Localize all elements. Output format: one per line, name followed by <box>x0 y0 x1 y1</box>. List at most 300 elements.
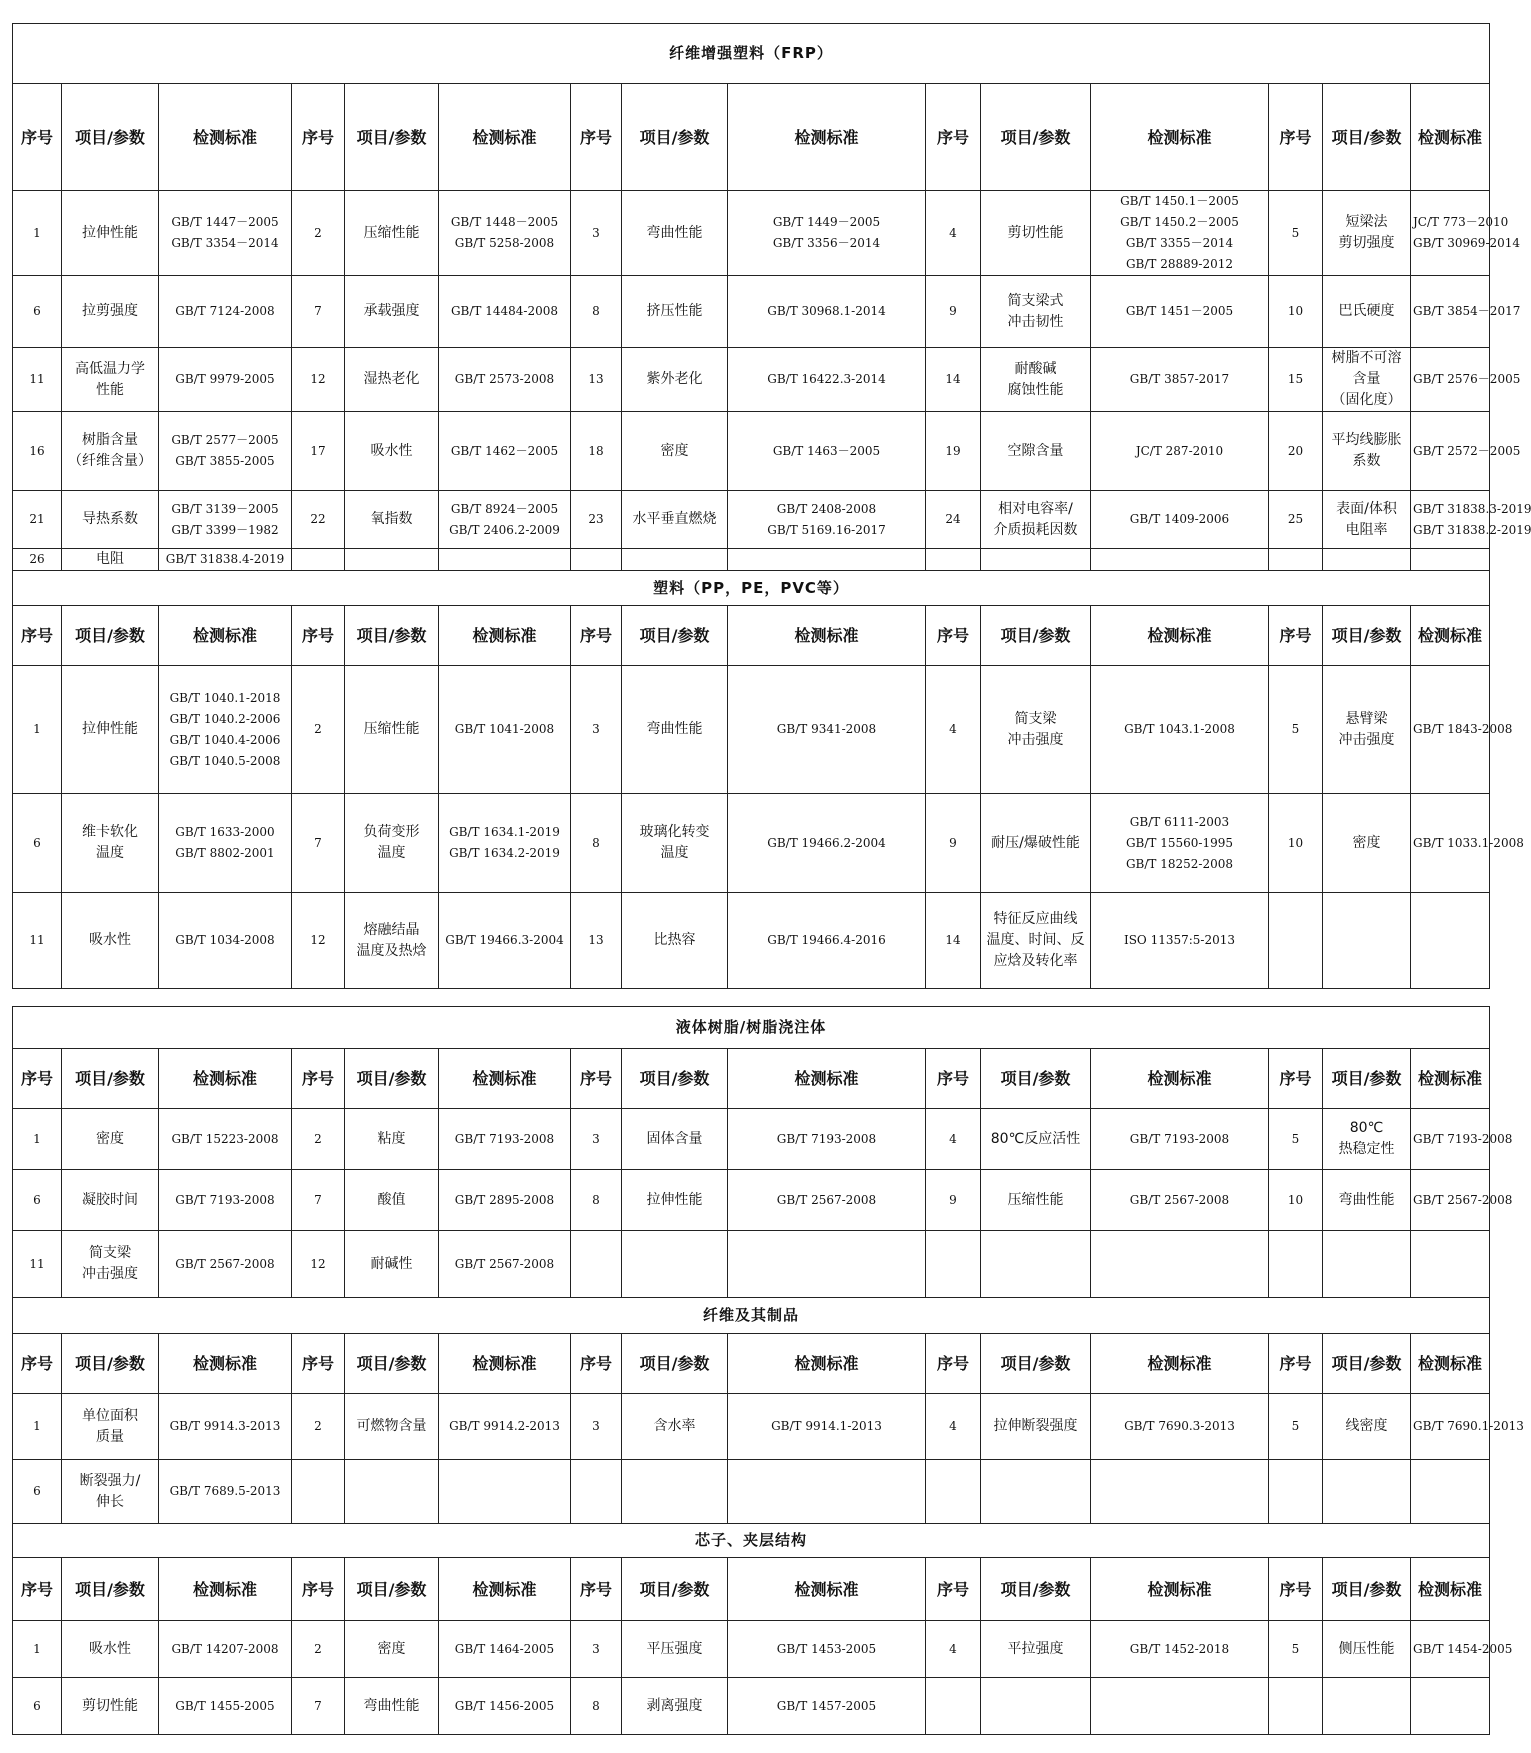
header-item: 项目/参数 <box>1323 1334 1411 1394</box>
test-standard <box>728 1460 926 1524</box>
test-standard: GB/T 1041-2008 <box>439 666 571 794</box>
test-item: 熔融结晶 温度及热焓 <box>345 893 439 989</box>
test-item: 维卡软化 温度 <box>62 794 159 893</box>
header-seq: 序号 <box>292 1049 345 1109</box>
header-seq: 序号 <box>571 1334 622 1394</box>
seq-number: 13 <box>571 348 622 412</box>
test-item: 耐碱性 <box>345 1231 439 1298</box>
seq-number: 14 <box>926 348 981 412</box>
test-standard: GB/T 3857-2017 <box>1091 348 1269 412</box>
test-item: 紫外老化 <box>622 348 728 412</box>
test-item <box>345 549 439 571</box>
header-seq: 序号 <box>1269 606 1323 666</box>
test-item: 耐压/爆破性能 <box>981 794 1091 893</box>
test-standard: GB/T 31838.4-2019 <box>159 549 292 571</box>
seq-number: 6 <box>13 794 62 893</box>
seq-number: 1 <box>13 1109 62 1170</box>
seq-number: 1 <box>13 1621 62 1678</box>
test-standard: GB/T 2895-2008 <box>439 1170 571 1231</box>
seq-number: 7 <box>292 1170 345 1231</box>
test-item: 氧指数 <box>345 491 439 549</box>
section-title: 液体树脂/树脂浇注体 <box>13 1007 1490 1049</box>
header-seq: 序号 <box>926 1049 981 1109</box>
test-item <box>981 549 1091 571</box>
test-standard: GB/T 7690.1-2013 <box>1411 1394 1490 1460</box>
seq-number <box>926 1231 981 1298</box>
header-item: 项目/参数 <box>345 84 439 191</box>
test-item: 可燃物含量 <box>345 1394 439 1460</box>
test-standard: GB/T 1450.1－2005 GB/T 1450.2－2005 GB/T 3355－2014 GB/T 28889-2012 <box>1091 191 1269 276</box>
header-seq: 序号 <box>13 606 62 666</box>
test-standard: GB/T 6111-2003 GB/T 15560-1995 GB/T 18252-2008 <box>1091 794 1269 893</box>
seq-number <box>292 549 345 571</box>
table-row <box>13 1621 1490 1678</box>
header-seq: 序号 <box>292 84 345 191</box>
seq-number <box>1269 549 1323 571</box>
seq-number: 10 <box>1269 1170 1323 1231</box>
seq-number: 10 <box>1269 276 1323 348</box>
seq-number: 8 <box>571 1678 622 1735</box>
test-standard: GB/T 2567-2008 <box>159 1231 292 1298</box>
seq-number: 13 <box>571 893 622 989</box>
test-item: 比热容 <box>622 893 728 989</box>
test-item: 承载强度 <box>345 276 439 348</box>
test-standard: GB/T 2567-2008 <box>439 1231 571 1298</box>
seq-number: 1 <box>13 666 62 794</box>
header-standard: 检测标准 <box>1411 1334 1490 1394</box>
seq-number: 12 <box>292 893 345 989</box>
test-standard: GB/T 1033.1-2008 <box>1411 794 1490 893</box>
test-standard: GB/T 1455-2005 <box>159 1678 292 1735</box>
test-item: 相对电容率/ 介质损耗因数 <box>981 491 1091 549</box>
header-standard: 检测标准 <box>159 1558 292 1621</box>
header-standard: 检测标准 <box>159 1334 292 1394</box>
header-item: 项目/参数 <box>622 1049 728 1109</box>
test-standard: GB/T 8924－2005 GB/T 2406.2-2009 <box>439 491 571 549</box>
section-title-row <box>13 1298 1490 1334</box>
test-standard <box>1091 549 1269 571</box>
seq-number: 3 <box>571 1621 622 1678</box>
header-standard: 检测标准 <box>728 606 926 666</box>
header-standard: 检测标准 <box>728 1558 926 1621</box>
test-standard: GB/T 1454-2005 <box>1411 1621 1490 1678</box>
test-item: 粘度 <box>345 1109 439 1170</box>
seq-number: 3 <box>571 1394 622 1460</box>
header-seq: 序号 <box>571 606 622 666</box>
section-title-row <box>13 1524 1490 1558</box>
header-standard: 检测标准 <box>1411 84 1490 191</box>
test-standard: GB/T 2576－2005 <box>1411 348 1490 412</box>
test-item: 线密度 <box>1323 1394 1411 1460</box>
header-item: 项目/参数 <box>981 1334 1091 1394</box>
test-standard: GB/T 7193-2008 <box>159 1170 292 1231</box>
test-item: 弯曲性能 <box>622 666 728 794</box>
section-title: 纤维及其制品 <box>13 1298 1490 1334</box>
seq-number: 5 <box>1269 666 1323 794</box>
test-item: 拉剪强度 <box>62 276 159 348</box>
header-standard: 检测标准 <box>439 1049 571 1109</box>
header-item: 项目/参数 <box>622 1334 728 1394</box>
seq-number: 19 <box>926 412 981 491</box>
seq-number: 2 <box>292 1621 345 1678</box>
test-standard: GB/T 7193-2008 <box>1411 1109 1490 1170</box>
test-item: 简支梁 冲击强度 <box>981 666 1091 794</box>
seq-number <box>926 549 981 571</box>
section-title: 芯子、夹层结构 <box>13 1524 1490 1558</box>
test-item: 含水率 <box>622 1394 728 1460</box>
test-standard: GB/T 1034-2008 <box>159 893 292 989</box>
test-standard <box>439 1460 571 1524</box>
test-item <box>622 1460 728 1524</box>
table-row <box>13 191 1490 276</box>
test-item: 压缩性能 <box>345 666 439 794</box>
header-item: 项目/参数 <box>1323 1558 1411 1621</box>
seq-number: 8 <box>571 1170 622 1231</box>
header-seq: 序号 <box>926 1558 981 1621</box>
test-item: 耐酸碱 腐蚀性能 <box>981 348 1091 412</box>
test-item <box>1323 1678 1411 1735</box>
test-item <box>1323 1231 1411 1298</box>
table-row <box>13 794 1490 893</box>
column-header-row <box>13 1334 1490 1394</box>
test-standard: GB/T 9914.2-2013 <box>439 1394 571 1460</box>
test-item: 压缩性能 <box>345 191 439 276</box>
test-standard: GB/T 1453-2005 <box>728 1621 926 1678</box>
test-item: 巴氏硬度 <box>1323 276 1411 348</box>
table-row <box>13 491 1490 549</box>
header-seq: 序号 <box>1269 1049 1323 1109</box>
test-standard: GB/T 7193-2008 <box>1091 1109 1269 1170</box>
test-standard <box>1411 549 1490 571</box>
test-standard: GB/T 7193-2008 <box>728 1109 926 1170</box>
test-standard <box>1091 1231 1269 1298</box>
test-item: 密度 <box>622 412 728 491</box>
header-seq: 序号 <box>571 1558 622 1621</box>
test-item <box>981 1678 1091 1735</box>
header-standard: 检测标准 <box>1091 1049 1269 1109</box>
test-item: 剪切性能 <box>62 1678 159 1735</box>
test-item: 悬臂梁 冲击强度 <box>1323 666 1411 794</box>
test-item: 吸水性 <box>62 893 159 989</box>
test-item: 湿热老化 <box>345 348 439 412</box>
header-seq: 序号 <box>1269 1558 1323 1621</box>
test-item: 80℃ 热稳定性 <box>1323 1109 1411 1170</box>
test-item: 拉伸性能 <box>62 666 159 794</box>
header-standard: 检测标准 <box>159 606 292 666</box>
test-standard: JC/T 773－2010 GB/T 30969-2014 <box>1411 191 1490 276</box>
test-standard: GB/T 7690.3-2013 <box>1091 1394 1269 1460</box>
seq-number: 9 <box>926 794 981 893</box>
test-item: 导热系数 <box>62 491 159 549</box>
test-standard: GB/T 2567-2008 <box>1091 1170 1269 1231</box>
header-item: 项目/参数 <box>62 606 159 666</box>
seq-number <box>571 1460 622 1524</box>
test-item: 酸值 <box>345 1170 439 1231</box>
test-standard <box>1411 893 1490 989</box>
test-standard <box>439 549 571 571</box>
header-item: 项目/参数 <box>62 1558 159 1621</box>
section-fibers <box>13 1298 1524 1524</box>
seq-number: 7 <box>292 794 345 893</box>
test-item: 树脂不可溶 含量 （固化度） <box>1323 348 1411 412</box>
test-standard: GB/T 2573-2008 <box>439 348 571 412</box>
seq-number: 7 <box>292 1678 345 1735</box>
test-item: 高低温力学 性能 <box>62 348 159 412</box>
header-item: 项目/参数 <box>622 84 728 191</box>
header-seq: 序号 <box>1269 1334 1323 1394</box>
header-seq: 序号 <box>926 1334 981 1394</box>
test-item: 密度 <box>62 1109 159 1170</box>
seq-number: 4 <box>926 191 981 276</box>
test-item: 树脂含量 （纤维含量） <box>62 412 159 491</box>
header-standard: 检测标准 <box>1091 1334 1269 1394</box>
test-standard: GB/T 19466.4-2016 <box>728 893 926 989</box>
test-item: 玻璃化转变 温度 <box>622 794 728 893</box>
header-standard: 检测标准 <box>1411 1049 1490 1109</box>
column-header-row <box>13 1049 1490 1109</box>
seq-number <box>926 1460 981 1524</box>
test-item: 剪切性能 <box>981 191 1091 276</box>
test-standard: GB/T 1409-2006 <box>1091 491 1269 549</box>
test-standard: GB/T 2567-2008 <box>1411 1170 1490 1231</box>
seq-number: 12 <box>292 1231 345 1298</box>
seq-number: 8 <box>571 794 622 893</box>
header-seq: 序号 <box>926 84 981 191</box>
test-item: 吸水性 <box>62 1621 159 1678</box>
test-standard: GB/T 1457-2005 <box>728 1678 926 1735</box>
test-standard: GB/T 9914.1-2013 <box>728 1394 926 1460</box>
test-standard: GB/T 14484-2008 <box>439 276 571 348</box>
header-seq: 序号 <box>292 1334 345 1394</box>
test-item: 弯曲性能 <box>1323 1170 1411 1231</box>
test-item: 简支梁 冲击强度 <box>62 1231 159 1298</box>
test-standard <box>1091 1678 1269 1735</box>
seq-number: 6 <box>13 276 62 348</box>
header-standard: 检测标准 <box>439 1334 571 1394</box>
seq-number: 6 <box>13 1170 62 1231</box>
header-item: 项目/参数 <box>981 606 1091 666</box>
section-title-row <box>13 1007 1490 1049</box>
test-standard: GB/T 2567-2008 <box>728 1170 926 1231</box>
seq-number: 2 <box>292 191 345 276</box>
test-item: 平均线膨胀 系数 <box>1323 412 1411 491</box>
header-standard: 检测标准 <box>1411 606 1490 666</box>
test-item: 拉伸断裂强度 <box>981 1394 1091 1460</box>
seq-number: 12 <box>292 348 345 412</box>
seq-number: 2 <box>292 1109 345 1170</box>
table-row <box>13 1231 1490 1298</box>
seq-number: 20 <box>1269 412 1323 491</box>
table-row <box>13 893 1490 989</box>
seq-number <box>571 1231 622 1298</box>
test-standard: GB/T 1451－2005 <box>1091 276 1269 348</box>
section-cores <box>13 1524 1513 1735</box>
seq-number: 21 <box>13 491 62 549</box>
seq-number: 11 <box>13 348 62 412</box>
seq-number: 25 <box>1269 491 1323 549</box>
test-standard: GB/T 7124-2008 <box>159 276 292 348</box>
header-standard: 检测标准 <box>1091 606 1269 666</box>
test-item <box>1323 893 1411 989</box>
test-standard: GB/T 9341-2008 <box>728 666 926 794</box>
test-standard: GB/T 9914.3-2013 <box>159 1394 292 1460</box>
test-standard: GB/T 1456-2005 <box>439 1678 571 1735</box>
test-item: 侧压性能 <box>1323 1621 1411 1678</box>
test-standard <box>728 1231 926 1298</box>
seq-number: 8 <box>571 276 622 348</box>
seq-number: 15 <box>1269 348 1323 412</box>
test-item: 水平垂直燃烧 <box>622 491 728 549</box>
seq-number: 24 <box>926 491 981 549</box>
seq-number: 3 <box>571 191 622 276</box>
test-standard: GB/T 1043.1-2008 <box>1091 666 1269 794</box>
section-frp <box>13 24 1531 571</box>
header-standard: 检测标准 <box>728 1049 926 1109</box>
seq-number: 1 <box>13 1394 62 1460</box>
column-header-row <box>13 606 1490 666</box>
seq-number <box>571 549 622 571</box>
table-row <box>13 1460 1490 1524</box>
test-standard: GB/T 9979-2005 <box>159 348 292 412</box>
header-standard: 检测标准 <box>439 606 571 666</box>
test-standards-table-1 <box>12 23 1531 989</box>
header-item: 项目/参数 <box>981 1558 1091 1621</box>
test-item: 电阻 <box>62 549 159 571</box>
seq-number <box>926 1678 981 1735</box>
test-standard: GB/T 19466.2-2004 <box>728 794 926 893</box>
header-standard: 检测标准 <box>159 84 292 191</box>
test-standard <box>728 549 926 571</box>
test-item <box>981 1231 1091 1298</box>
seq-number: 26 <box>13 549 62 571</box>
header-standard: 检测标准 <box>439 84 571 191</box>
seq-number: 10 <box>1269 794 1323 893</box>
header-seq: 序号 <box>926 606 981 666</box>
test-standard: GB/T 30968.1-2014 <box>728 276 926 348</box>
test-item: 负荷变形 温度 <box>345 794 439 893</box>
table-row <box>13 412 1490 491</box>
test-standard <box>1411 1231 1490 1298</box>
test-standard: GB/T 1452-2018 <box>1091 1621 1269 1678</box>
test-item <box>622 549 728 571</box>
header-item: 项目/参数 <box>345 1049 439 1109</box>
section-liquid-resin <box>13 1007 1513 1298</box>
test-standard <box>1091 1460 1269 1524</box>
seq-number: 4 <box>926 1109 981 1170</box>
seq-number: 7 <box>292 276 345 348</box>
header-item: 项目/参数 <box>62 1049 159 1109</box>
test-item <box>1323 1460 1411 1524</box>
seq-number: 5 <box>1269 1394 1323 1460</box>
seq-number <box>1269 1678 1323 1735</box>
test-item: 吸水性 <box>345 412 439 491</box>
header-standard: 检测标准 <box>728 1334 926 1394</box>
test-standard: GB/T 1464-2005 <box>439 1621 571 1678</box>
test-item: 断裂强力/ 伸长 <box>62 1460 159 1524</box>
header-item: 项目/参数 <box>345 1334 439 1394</box>
seq-number: 23 <box>571 491 622 549</box>
seq-number: 11 <box>13 893 62 989</box>
test-item: 弯曲性能 <box>622 191 728 276</box>
table-row <box>13 1109 1490 1170</box>
test-standard: JC/T 287-2010 <box>1091 412 1269 491</box>
seq-number: 4 <box>926 1621 981 1678</box>
header-item: 项目/参数 <box>1323 84 1411 191</box>
seq-number: 3 <box>571 1109 622 1170</box>
seq-number: 22 <box>292 491 345 549</box>
seq-number: 5 <box>1269 1621 1323 1678</box>
section-plastics <box>13 571 1524 989</box>
header-item: 项目/参数 <box>1323 1049 1411 1109</box>
table-row <box>13 276 1490 348</box>
test-standard <box>1411 1460 1490 1524</box>
seq-number: 4 <box>926 1394 981 1460</box>
seq-number <box>1269 1460 1323 1524</box>
seq-number: 5 <box>1269 1109 1323 1170</box>
section-title: 塑料（PP，PE，PVC等） <box>13 571 1490 606</box>
test-item <box>345 1460 439 1524</box>
seq-number: 3 <box>571 666 622 794</box>
header-seq: 序号 <box>292 606 345 666</box>
seq-number: 11 <box>13 1231 62 1298</box>
test-standard: GB/T 2408-2008 GB/T 5169.16-2017 <box>728 491 926 549</box>
header-item: 项目/参数 <box>1323 606 1411 666</box>
header-item: 项目/参数 <box>345 1558 439 1621</box>
test-standard: GB/T 1449－2005 GB/T 3356－2014 <box>728 191 926 276</box>
header-seq: 序号 <box>571 1049 622 1109</box>
test-standard: GB/T 16422.3-2014 <box>728 348 926 412</box>
test-item: 平压强度 <box>622 1621 728 1678</box>
test-item: 平拉强度 <box>981 1621 1091 1678</box>
test-standard: GB/T 1448－2005 GB/T 5258-2008 <box>439 191 571 276</box>
column-header-row <box>13 84 1490 191</box>
test-item: 弯曲性能 <box>345 1678 439 1735</box>
test-item: 密度 <box>1323 794 1411 893</box>
test-item: 压缩性能 <box>981 1170 1091 1231</box>
test-standard: GB/T 1447－2005 GB/T 3354－2014 <box>159 191 292 276</box>
seq-number <box>292 1460 345 1524</box>
table-row <box>13 348 1490 412</box>
seq-number: 2 <box>292 1394 345 1460</box>
test-standard: GB/T 2572－2005 <box>1411 412 1490 491</box>
test-standard: GB/T 3854－2017 <box>1411 276 1490 348</box>
test-standard: GB/T 1633-2000 GB/T 8802-2001 <box>159 794 292 893</box>
test-item: 密度 <box>345 1621 439 1678</box>
test-standard: GB/T 1634.1-2019 GB/T 1634.2-2019 <box>439 794 571 893</box>
test-item <box>622 1231 728 1298</box>
test-item: 固体含量 <box>622 1109 728 1170</box>
test-item: 剥离强度 <box>622 1678 728 1735</box>
test-standards-table-2 <box>12 1006 1524 1735</box>
header-item: 项目/参数 <box>622 1558 728 1621</box>
test-item: 空隙含量 <box>981 412 1091 491</box>
test-standard: GB/T 7193-2008 <box>439 1109 571 1170</box>
header-seq: 序号 <box>13 84 62 191</box>
header-seq: 序号 <box>13 1049 62 1109</box>
seq-number <box>1269 893 1323 989</box>
header-seq: 序号 <box>292 1558 345 1621</box>
test-item <box>1323 549 1411 571</box>
table-row <box>13 1170 1490 1231</box>
header-standard: 检测标准 <box>1091 84 1269 191</box>
column-header-row <box>13 1558 1490 1621</box>
table-row <box>13 1394 1490 1460</box>
seq-number <box>1269 1231 1323 1298</box>
test-standard: GB/T 2577－2005 GB/T 3855-2005 <box>159 412 292 491</box>
header-standard: 检测标准 <box>439 1558 571 1621</box>
test-standard: GB/T 31838.3-2019 GB/T 31838.2-2019 <box>1411 491 1490 549</box>
seq-number: 4 <box>926 666 981 794</box>
